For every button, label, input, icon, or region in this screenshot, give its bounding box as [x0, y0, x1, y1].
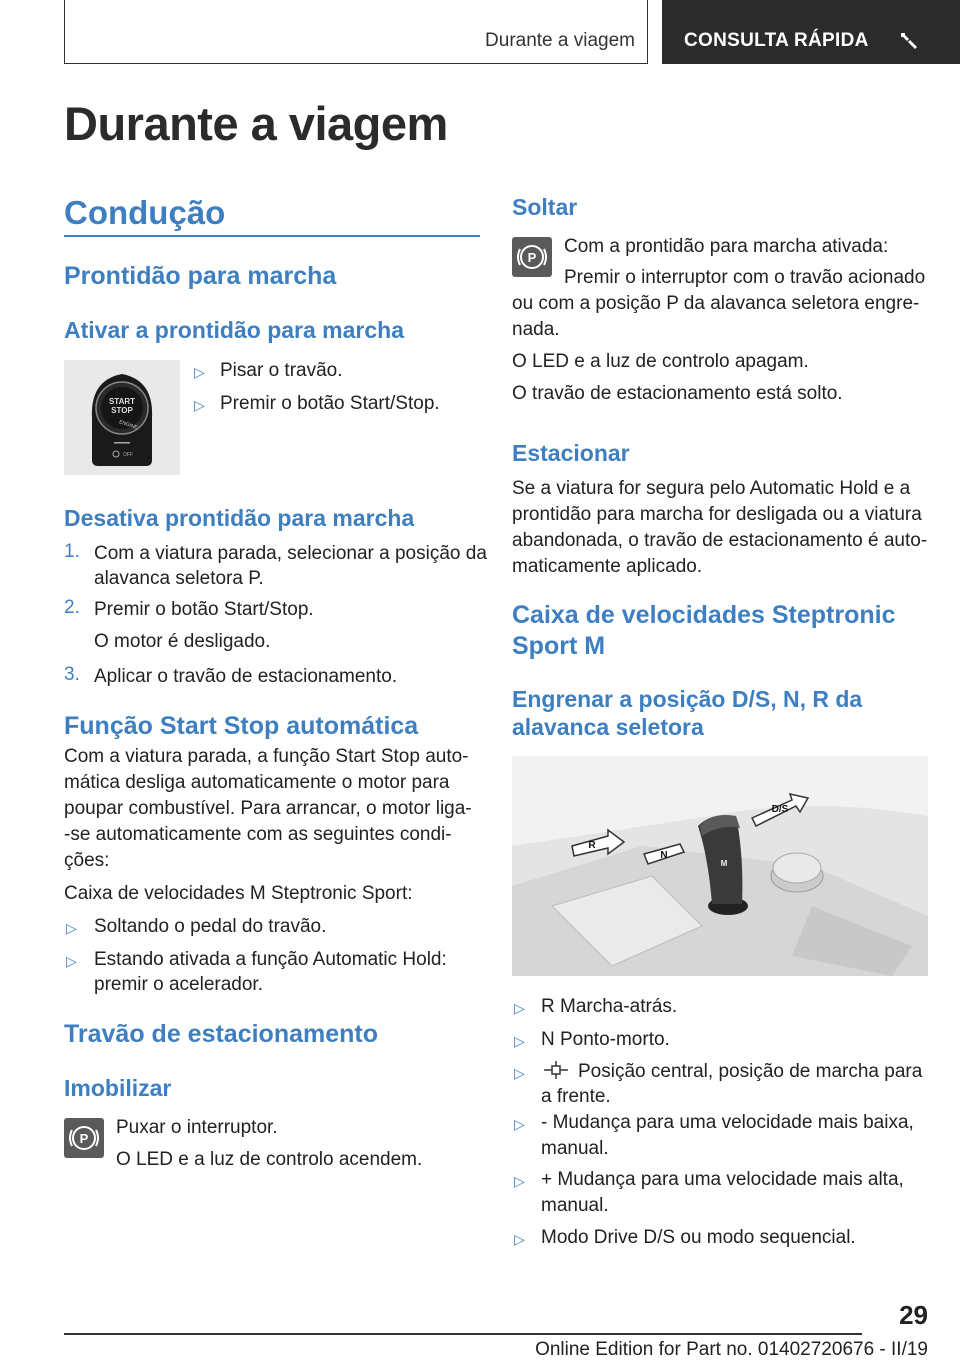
heading-conducao: Condução — [64, 194, 226, 231]
paragraph-line: abandonada, o travão de estacionamento é auto- — [512, 530, 928, 551]
paragraph-line: poupar combustível. Para arrancar, o motor liga- — [64, 798, 472, 819]
heading-estacionar: Estacionar — [512, 440, 630, 466]
ds-label: D/S — [771, 804, 789, 815]
gear-selector-image — [512, 756, 928, 976]
heading-funcao: Função Start Stop automática — [64, 712, 419, 740]
wrench-icon — [898, 30, 920, 52]
paragraph-line: prontidão para marcha for desligada ou a viatura — [512, 504, 922, 525]
paragraph-line: Premir o interruptor com o travão acionado — [564, 267, 926, 288]
list-number: 1. — [64, 541, 80, 562]
list-item: - Mudança para uma velocidade mais baixa, — [541, 1112, 914, 1133]
engine-label: ENGINE — [118, 419, 139, 431]
m-label: M — [720, 859, 728, 868]
triangle-right-icon: ▷ — [514, 1116, 525, 1132]
list-item: alavanca seletora P. — [94, 568, 264, 589]
svg-text:P: P — [527, 250, 537, 265]
svg-text:P: P — [79, 1131, 89, 1146]
list-item: manual. — [541, 1195, 609, 1216]
heading-engrenar-line2: alavanca seletora — [512, 714, 704, 740]
list-number: 3. — [64, 664, 80, 685]
list-item: Posição central, posição de marcha para — [578, 1061, 923, 1082]
list-item: O motor é desligado. — [94, 631, 271, 652]
paragraph-line: Com a viatura parada, a função Start Stop auto- — [64, 746, 469, 767]
triangle-right-icon: ▷ — [514, 1065, 525, 1081]
paragraph-line: O LED e a luz de controlo apagam. — [512, 351, 809, 372]
header-tab — [64, 0, 648, 64]
center-position-icon — [542, 1059, 570, 1081]
header-tab-label: Durante a viagem — [485, 30, 635, 51]
header-section-label: CONSULTA RÁPIDA — [684, 30, 869, 51]
heading-caixa-line1: Caixa de velocidades Steptronic — [512, 601, 896, 629]
list-item: N Ponto-morto. — [541, 1029, 670, 1050]
header-section-box — [662, 0, 960, 64]
heading-ativar: Ativar a prontidão para marcha — [64, 317, 404, 343]
paragraph-line: mática desliga automaticamente o motor para — [64, 772, 450, 793]
r-label: R — [588, 840, 596, 851]
list-item: premir o acelerador. — [94, 974, 263, 995]
list-item: + Mudança para uma velocidade mais alta, — [541, 1169, 904, 1190]
triangle-right-icon: ▷ — [514, 1173, 525, 1189]
triangle-right-icon: ▷ — [66, 953, 77, 969]
off-label: OFF — [123, 452, 133, 458]
paragraph-line: ções: — [64, 850, 110, 871]
heading-desativa: Desativa prontidão para marcha — [64, 505, 415, 531]
footer-edition: Online Edition for Part no. 01402720676 - II/19 — [535, 1339, 928, 1360]
paragraph-line: ou com a posição P da alavanca seletora engre- — [512, 293, 920, 314]
heading-engrenar-line1: Engrenar a posição D/S, N, R da — [512, 686, 863, 712]
list-item: Modo Drive D/S ou modo sequencial. — [541, 1227, 856, 1248]
list-item: Com a viatura parada, selecionar a posição da — [94, 543, 487, 564]
heading-rule — [64, 235, 480, 237]
list-item: Soltando o pedal do travão. — [94, 916, 327, 937]
parking-brake-icon — [64, 1118, 104, 1158]
paragraph-line: O travão de estacionamento está solto. — [512, 383, 843, 404]
list-item: manual. — [541, 1138, 609, 1159]
paragraph-line: Caixa de velocidades M Steptronic Sport: — [64, 883, 413, 904]
stop-label: STOP — [111, 406, 133, 415]
start-stop-button-image — [64, 360, 180, 475]
heading-caixa-line2: Sport M — [512, 632, 606, 660]
list-item: Premir o botão Start/Stop. — [220, 393, 440, 414]
list-item: Pisar o travão. — [220, 360, 343, 381]
list-number: 2. — [64, 597, 80, 618]
list-item: Estando ativada a função Automatic Hold: — [94, 949, 447, 970]
page-title: Durante a viagem — [64, 97, 448, 150]
heading-travao: Travão de estacionamento — [64, 1020, 379, 1048]
page-number: 29 — [899, 1300, 928, 1330]
list-item: Aplicar o travão de estacionamento. — [94, 666, 398, 687]
list-item: Premir o botão Start/Stop. — [94, 599, 314, 620]
start-label: START — [108, 397, 136, 406]
triangle-right-icon: ▷ — [514, 1000, 525, 1016]
triangle-right-icon: ▷ — [194, 364, 205, 380]
paragraph-line: nada. — [512, 319, 560, 340]
paragraph-line: -se automaticamente com as seguintes condi- — [64, 824, 452, 845]
heading-prontidao: Prontidão para marcha — [64, 262, 337, 290]
triangle-right-icon: ▷ — [514, 1231, 525, 1247]
paragraph-line: maticamente aplicado. — [512, 556, 703, 577]
parking-brake-icon — [512, 237, 552, 277]
list-item: a frente. — [541, 1086, 611, 1107]
heading-imobilizar: Imobilizar — [64, 1075, 172, 1101]
triangle-right-icon: ▷ — [514, 1033, 525, 1049]
triangle-right-icon: ▷ — [66, 920, 77, 936]
paragraph-line: Com a prontidão para marcha ativada: — [564, 236, 889, 257]
paragraph-line: Se a viatura for segura pelo Automatic Hold e a — [512, 478, 911, 499]
paragraph-line: Puxar o interruptor. — [116, 1117, 278, 1138]
triangle-right-icon: ▷ — [194, 397, 205, 413]
paragraph-line: O LED e a luz de controlo acendem. — [116, 1149, 423, 1170]
heading-soltar: Soltar — [512, 194, 578, 220]
n-label: N — [660, 850, 668, 861]
list-item: R Marcha-atrás. — [541, 996, 678, 1017]
footer-rule — [64, 1333, 862, 1335]
